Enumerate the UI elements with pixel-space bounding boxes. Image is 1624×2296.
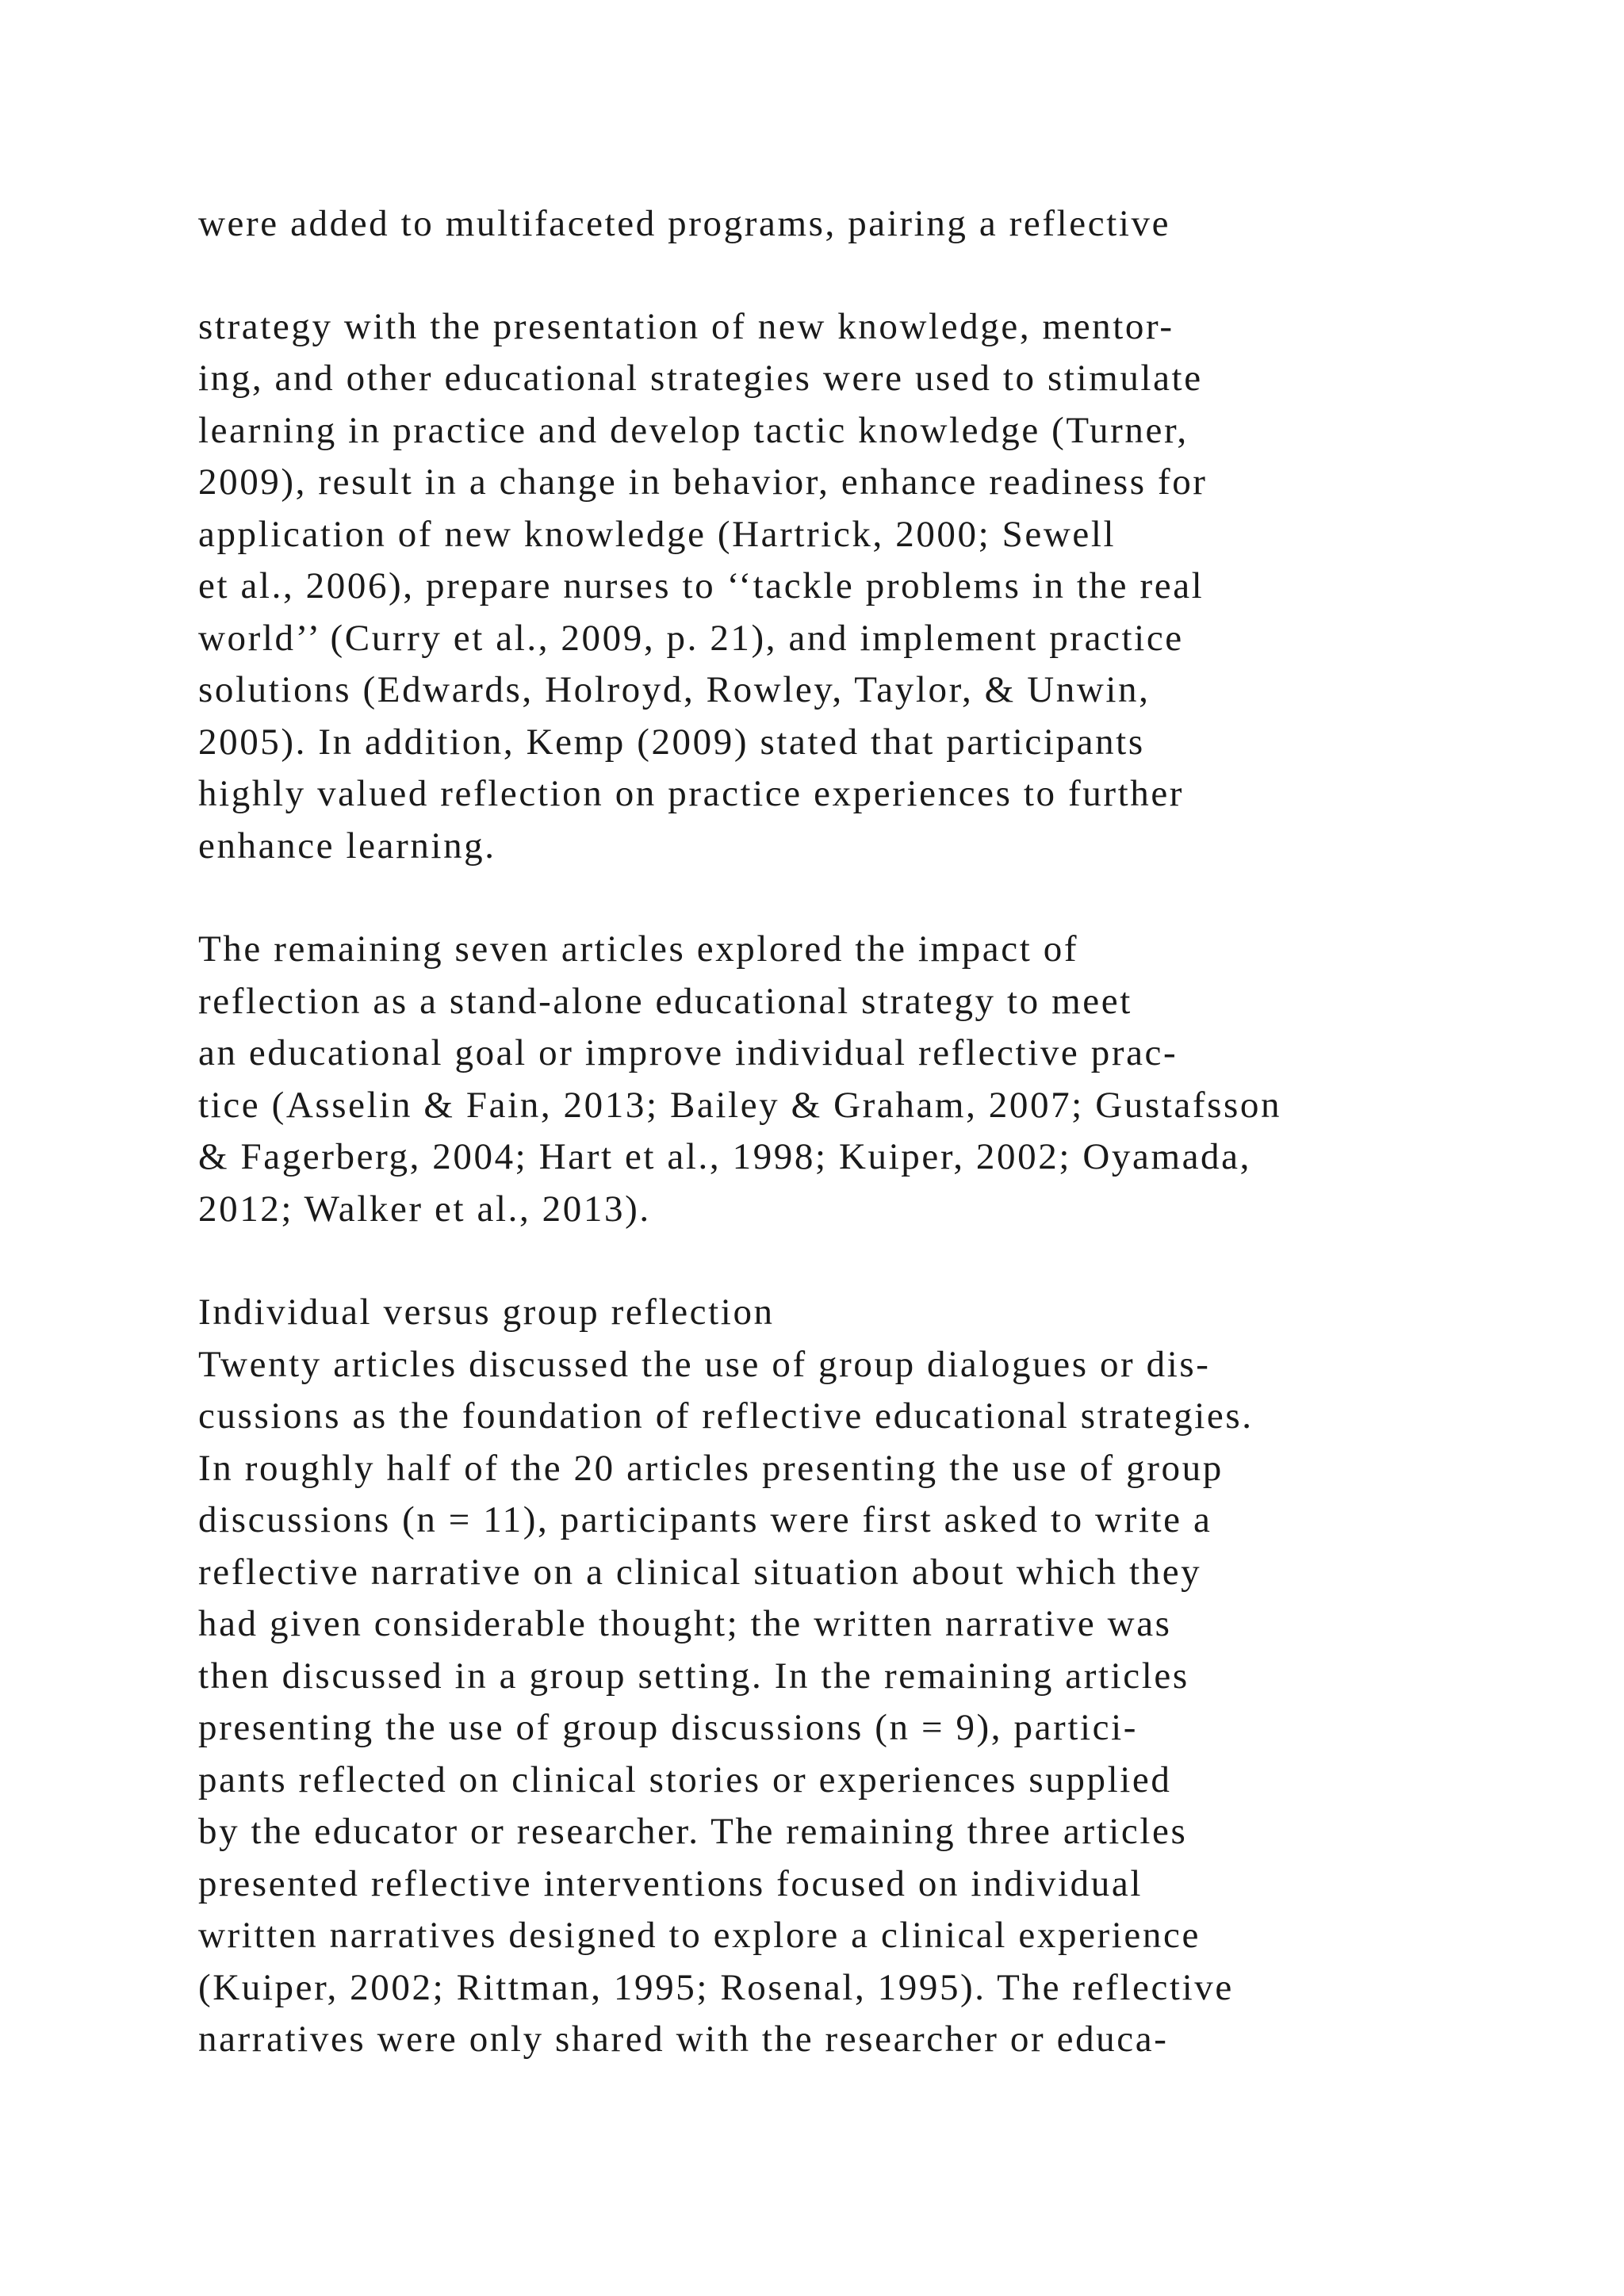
- text-line: In roughly half of the 20 articles presenting the use of group: [198, 1448, 1224, 1489]
- text-line: enhance learning.: [198, 825, 496, 867]
- text-line: strategy with the presentation of new knowledge, mentor-: [198, 306, 1174, 347]
- text-line: narratives were only shared with the researcher or educa-: [198, 2019, 1169, 2060]
- text-line: (Kuiper, 2002; Rittman, 1995; Rosenal, 1995). The reflective: [198, 1967, 1234, 2008]
- text-line: presenting the use of group discussions (n = 9), partici-: [198, 1707, 1138, 1748]
- text-line: & Fagerberg, 2004; Hart et al., 1998; Kuiper, 2002; Oyamada,: [198, 1136, 1251, 1177]
- text-line: an educational goal or improve individual reflective prac-: [198, 1032, 1178, 1073]
- text-line: by the educator or researcher. The remaining three articles: [198, 1811, 1188, 1852]
- text-line: 2005). In addition, Kemp (2009) stated that participants: [198, 721, 1145, 763]
- text-line: 2012; Walker et al., 2013).: [198, 1188, 651, 1230]
- text-line: had given considerable thought; the written narrative was: [198, 1603, 1172, 1644]
- text-line: et al., 2006), prepare nurses to ‘‘tackle problems in the real: [198, 565, 1205, 607]
- text-line: written narratives designed to explore a clinical experience: [198, 1915, 1201, 1956]
- text-line: reflection as a stand-alone educational strategy to meet: [198, 981, 1132, 1022]
- text-line: 2009), result in a change in behavior, enhance readiness for: [198, 461, 1208, 503]
- text-line: tice (Asselin & Fain, 2013; Bailey & Graham, 2007; Gustafsson: [198, 1085, 1282, 1126]
- text-line: ing, and other educational strategies were used to stimulate: [198, 358, 1203, 399]
- text-line: Twenty articles discussed the use of group dialogues or dis-: [198, 1344, 1211, 1385]
- text-line: highly valued reflection on practice experiences to further: [198, 773, 1185, 814]
- text-line: then discussed in a group setting. In the remaining articles: [198, 1655, 1189, 1697]
- text-line: reflective narrative on a clinical situation about which they: [198, 1552, 1202, 1593]
- text-line: The remaining seven articles explored the impact of: [198, 928, 1079, 970]
- section-heading: Individual versus group reflection: [198, 1292, 775, 1333]
- text-line: cussions as the foundation of reflective educational strategies.: [198, 1395, 1254, 1437]
- text-line: discussions (n = 11), participants were first asked to write a: [198, 1499, 1212, 1540]
- text-line: presented reflective interventions focused on individual: [198, 1863, 1143, 1904]
- text-line: pants reflected on clinical stories or experiences supplied: [198, 1759, 1172, 1800]
- text-line: were added to multifaceted programs, pairing a reflective: [198, 203, 1171, 244]
- text-line: application of new knowledge (Hartrick, 2000; Sewell: [198, 514, 1116, 555]
- text-line: learning in practice and develop tactic knowledge (Turner,: [198, 410, 1189, 451]
- text-line: solutions (Edwards, Holroyd, Rowley, Taylor, & Unwin,: [198, 669, 1151, 710]
- text-line: world’’ (Curry et al., 2009, p. 21), and implement practice: [198, 618, 1184, 659]
